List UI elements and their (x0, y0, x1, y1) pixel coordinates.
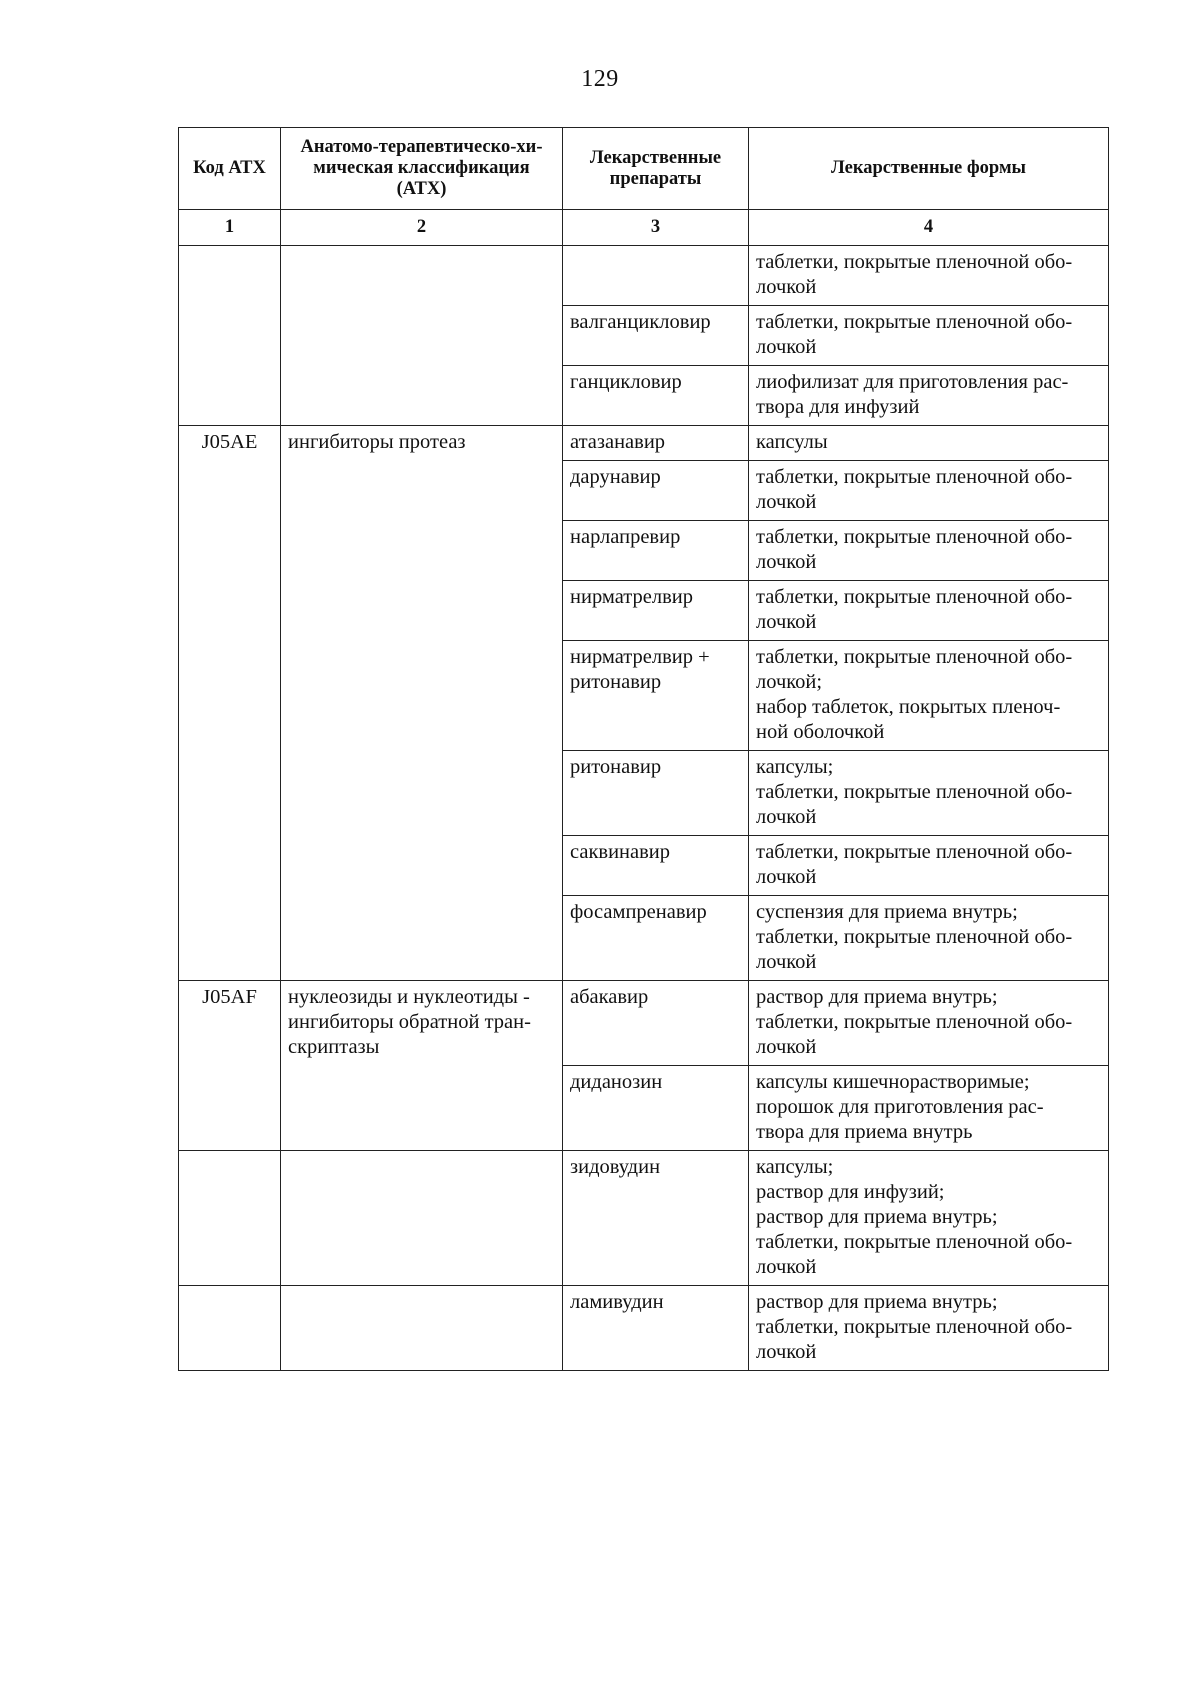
text-line: диданозин (570, 1071, 663, 1093)
text-line: лочкой (756, 611, 817, 633)
dosage-forms-cell (749, 366, 1109, 426)
column-number-row (179, 210, 1109, 246)
text-line: твора для приема внутрь (756, 1121, 973, 1143)
text-line: ной оболочкой (756, 721, 885, 743)
text-line: Лекарственные формы (831, 158, 1026, 178)
dosage-forms-cell (749, 751, 1109, 836)
text-line: твора для инфузий (756, 396, 920, 418)
dosage-forms-cell (749, 461, 1109, 521)
dosage-forms-cell (749, 1286, 1109, 1371)
drug-name-cell (563, 1151, 749, 1286)
drug-name-cell (563, 366, 749, 426)
text-line: таблетки, покрытые пленочной обо- (756, 466, 1073, 488)
drug-name-cell (563, 426, 749, 461)
dosage-forms-cell (749, 426, 1109, 461)
text-line: атазанавир (570, 431, 666, 453)
text-line: валганцикловир (570, 311, 711, 333)
atx-drug-table (178, 127, 1109, 1371)
text-line: (АТХ) (396, 179, 447, 199)
header-row (179, 128, 1109, 210)
classification-cell (281, 426, 563, 981)
text-line: саквинавир (570, 841, 671, 863)
text-line: набор таблеток, покрытых пленоч- (756, 696, 1061, 718)
column-number: 3 (563, 210, 749, 246)
text-line: таблетки, покрытые пленочной обо- (756, 311, 1073, 333)
text-line: нуклеозиды и нуклеотиды - (288, 986, 530, 1008)
dosage-forms-cell (749, 581, 1109, 641)
table-body (179, 246, 1109, 1371)
text-line: таблетки, покрытые пленочной обо- (756, 841, 1073, 863)
text-line: лочкой (756, 551, 817, 573)
header-drugs (563, 128, 749, 210)
text-line: суспензия для приема внутрь; (756, 901, 1018, 923)
text-line: лочкой; (756, 671, 823, 693)
atx-code-cell (179, 246, 281, 426)
dosage-forms-cell (749, 306, 1109, 366)
drug-name-cell (563, 1066, 749, 1151)
text-line: раствор для приема внутрь; (756, 1206, 998, 1228)
text-line: таблетки, покрытые пленочной обо- (756, 526, 1073, 548)
table-row (179, 426, 1109, 461)
text-line: ритонавир (570, 671, 662, 693)
text-line: лочкой (756, 276, 817, 298)
text-line: ингибиторы протеаз (288, 431, 466, 453)
text-line: таблетки, покрытые пленочной обо- (756, 1231, 1073, 1253)
text-line: таблетки, покрытые пленочной обо- (756, 1011, 1073, 1033)
text-line: таблетки, покрытые пленочной обо- (756, 646, 1073, 668)
text-line: фосампренавир (570, 901, 707, 923)
text-line: лочкой (756, 491, 817, 513)
classification-cell (281, 1151, 563, 1286)
text-line: лочкой (756, 951, 817, 973)
dosage-forms-cell (749, 896, 1109, 981)
text-line: нирматрелвир + (570, 646, 710, 668)
text-line: лиофилизат для приготовления рас- (756, 371, 1069, 393)
column-number: 2 (281, 210, 563, 246)
text-line: капсулы (756, 431, 828, 453)
text-line: препараты (609, 168, 702, 189)
text-line: капсулы; (756, 756, 834, 778)
table-row (179, 246, 1109, 306)
dosage-forms-cell (749, 641, 1109, 751)
drug-name-cell (563, 896, 749, 981)
text-line: ингибиторы обратной тран- (288, 1011, 531, 1033)
atx-code-cell: J05AF (179, 981, 281, 1151)
drug-name-cell (563, 751, 749, 836)
drug-name-cell (563, 461, 749, 521)
table-row (179, 1151, 1109, 1286)
text-line: скриптазы (288, 1036, 380, 1058)
page-number: 129 (581, 66, 619, 92)
atx-code-cell (179, 1286, 281, 1371)
atx-code-cell (179, 1151, 281, 1286)
dosage-forms-cell (749, 836, 1109, 896)
drug-name-cell (563, 1286, 749, 1371)
text-line: лочкой (756, 1036, 817, 1058)
text-line: нирматрелвир (570, 586, 693, 608)
text-line: таблетки, покрытые пленочной обо- (756, 1316, 1073, 1338)
text-line: лочкой (756, 1256, 817, 1278)
dosage-forms-cell (749, 521, 1109, 581)
text-line: Код АТХ (193, 158, 266, 178)
drug-name-cell (563, 641, 749, 751)
dosage-forms-cell (749, 246, 1109, 306)
text-line: лочкой (756, 866, 817, 888)
text-line: таблетки, покрытые пленочной обо- (756, 586, 1073, 608)
drug-name-cell (563, 521, 749, 581)
text-line: раствор для инфузий; (756, 1181, 945, 1203)
text-line: абакавир (570, 986, 649, 1008)
text-line: ганцикловир (570, 371, 682, 393)
header-dosage-forms (749, 128, 1109, 210)
text-line: раствор для приема внутрь; (756, 1291, 998, 1313)
table-row (179, 981, 1109, 1066)
dosage-forms-cell (749, 1066, 1109, 1151)
header-atx-code (179, 128, 281, 210)
text-line: ритонавир (570, 756, 662, 778)
text-line: ламивудин (570, 1291, 664, 1313)
text-line: таблетки, покрытые пленочной обо- (756, 251, 1073, 273)
text-line: лочкой (756, 1341, 817, 1363)
text-line: лочкой (756, 806, 817, 828)
classification-cell (281, 246, 563, 426)
drug-name-cell (563, 581, 749, 641)
classification-cell (281, 1286, 563, 1371)
column-number: 1 (179, 210, 281, 246)
text-line: Лекарственные (589, 147, 722, 168)
text-line: раствор для приема внутрь; (756, 986, 998, 1008)
dosage-forms-cell (749, 1151, 1109, 1286)
text-line: капсулы; (756, 1156, 834, 1178)
text-line: таблетки, покрытые пленочной обо- (756, 926, 1073, 948)
drug-name-cell (563, 246, 749, 306)
text-line: порошок для приготовления рас- (756, 1096, 1044, 1118)
text-line: дарунавир (570, 466, 661, 488)
text-line: капсулы кишечнорастворимые; (756, 1071, 1030, 1093)
text-line: мическая классификация (313, 158, 530, 178)
text-line: зидовудин (570, 1156, 661, 1178)
header-classification (281, 128, 563, 210)
text-line: Анатомо-терапевтическо-хи- (300, 137, 543, 157)
drug-name-cell (563, 836, 749, 896)
column-number: 4 (749, 210, 1109, 246)
atx-code-cell: J05AE (179, 426, 281, 981)
text-line: нарлапревир (570, 526, 681, 548)
dosage-forms-cell (749, 981, 1109, 1066)
table-row (179, 1286, 1109, 1371)
drug-name-cell (563, 306, 749, 366)
classification-cell (281, 981, 563, 1151)
text-line: таблетки, покрытые пленочной обо- (756, 781, 1073, 803)
drug-name-cell (563, 981, 749, 1066)
text-line: лочкой (756, 336, 817, 358)
